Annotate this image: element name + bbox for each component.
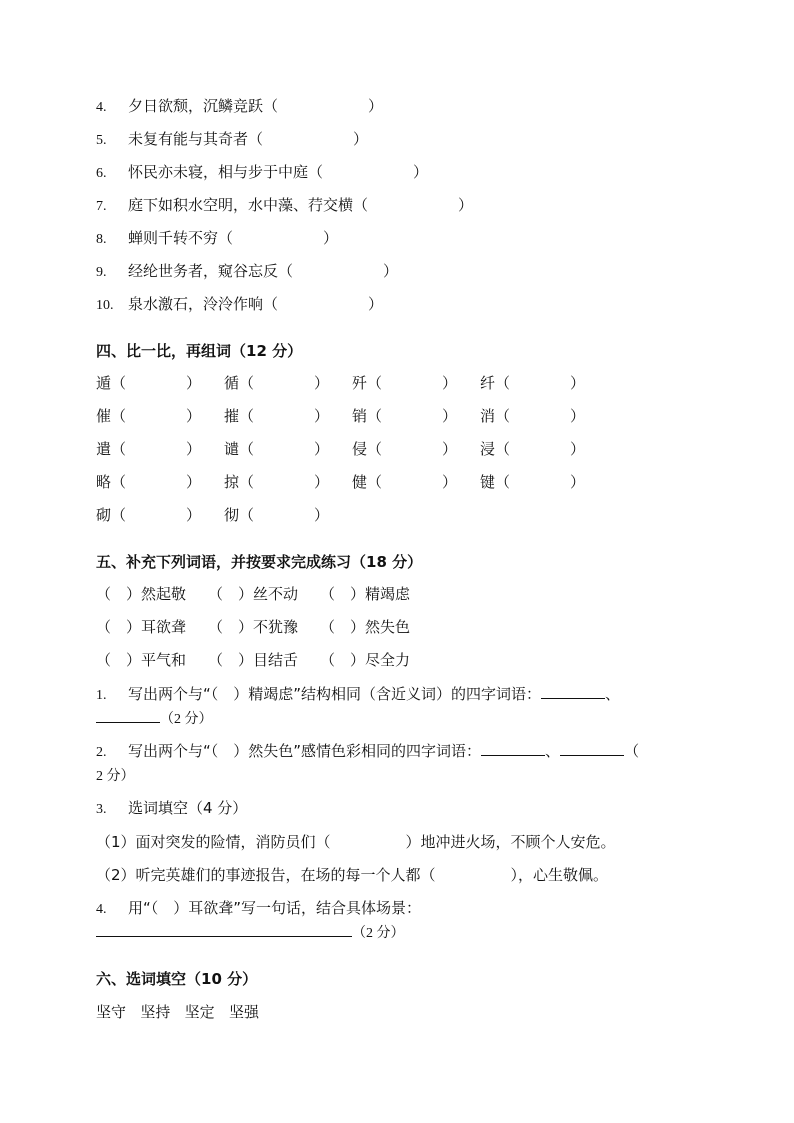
idiom-cell: （ ）丝不动 xyxy=(208,585,299,603)
word-pair-cell: 砌（ ） xyxy=(96,506,202,524)
word-pair-cell: 侵（ ） xyxy=(352,440,458,458)
word-pair-cell: 消（ ） xyxy=(480,407,586,425)
list-item: 6. 怀民亦未寝，相与步于中庭（ ） xyxy=(96,163,429,181)
question-2-cont: 2 分） xyxy=(96,769,135,784)
word-pair-cell: 略（ ） xyxy=(96,473,202,491)
idiom-cell: （ ）精竭虑 xyxy=(320,585,411,603)
word-pair-cell: 循（ ） xyxy=(224,374,330,392)
list-item: 9. 经纶世务者，窥谷忘反（ ） xyxy=(96,262,399,280)
section-heading-5: 五、补充下列词语，并按要求完成练习（18 分） xyxy=(96,553,423,571)
word-choices xyxy=(96,1002,259,1022)
idiom-cell: （ ）目结舌 xyxy=(208,651,299,669)
word-choice: 坚强 xyxy=(228,1003,259,1021)
word-pair-cell: 谴（ ） xyxy=(224,440,330,458)
idiom-cell: （ ）然起敬 xyxy=(96,585,187,603)
question-3-2: （2）听完英雄们的事迹报告，在场的每一个人都（ ），心生敬佩。 xyxy=(96,866,609,884)
word-pair-cell: 摧（ ） xyxy=(224,407,330,425)
question-2: 2. 写出两个与“（ ）然失色”感情色彩相同的四字词语： 、 （ xyxy=(96,742,640,760)
idiom-cell: （ ）然失色 xyxy=(320,618,411,636)
word-pair-cell: 纤（ ） xyxy=(480,374,586,392)
word-choice: 坚守 xyxy=(96,1003,127,1021)
section-heading-4: 四、比一比，再组词（12 分） xyxy=(96,342,303,360)
word-pair-cell: 浸（ ） xyxy=(480,440,586,458)
list-item: 5. 未复有能与其奇者（ ） xyxy=(96,130,369,148)
idiom-cell: （ ）平气和 xyxy=(96,651,187,669)
list-item: 10. 泉水激石，泠泠作响（ ） xyxy=(96,295,384,313)
list-item: 4. 夕日欲颓，沉鳞竞跃（ ） xyxy=(96,97,384,115)
idiom-cell: （ ）不犹豫 xyxy=(208,618,299,636)
question-1-cont: （2 分） xyxy=(96,708,213,730)
question-1: 1. 写出两个与“（ ）精竭虑”结构相同（含近义词）的四字词语： 、 xyxy=(96,685,621,703)
answer-blank[interactable] xyxy=(560,741,624,756)
list-item: 7. 庭下如积水空明，水中藻、荇交横（ ） xyxy=(96,196,474,214)
word-pair-cell: 遣（ ） xyxy=(96,440,202,458)
word-pair-cell: 催（ ） xyxy=(96,407,202,425)
answer-blank[interactable] xyxy=(96,708,160,723)
answer-blank[interactable] xyxy=(541,684,605,699)
word-pair-cell: 销（ ） xyxy=(352,407,458,425)
word-pair-cell: 歼（ ） xyxy=(352,374,458,392)
question-3-1: （1）面对突发的险情，消防员们（ ）地冲进火场，不顾个人安危。 xyxy=(96,833,616,851)
word-pair-cell: 彻（ ） xyxy=(224,506,330,524)
word-pair-cell: 遁（ ） xyxy=(96,374,202,392)
idiom-cell: （ ）尽全力 xyxy=(320,651,411,669)
word-choice: 坚持 xyxy=(140,1003,171,1021)
question-3: 3. 选词填空（4 分） xyxy=(96,799,248,817)
word-pair-cell: 键（ ） xyxy=(480,473,586,491)
answer-blank[interactable] xyxy=(481,741,545,756)
word-choice: 坚定 xyxy=(184,1003,215,1021)
question-4: 4. 用“（ ）耳欲聋”写一句话，结合具体场景： xyxy=(96,899,422,917)
list-item: 8. 蝉则千转不穷（ ） xyxy=(96,229,339,247)
word-pair-cell: 掠（ ） xyxy=(224,473,330,491)
question-4-cont: （2 分） xyxy=(96,922,405,944)
answer-blank[interactable] xyxy=(96,922,352,937)
section-heading-6: 六、选词填空（10 分） xyxy=(96,970,258,988)
word-pair-cell: 健（ ） xyxy=(352,473,458,491)
idiom-cell: （ ）耳欲聋 xyxy=(96,618,187,636)
